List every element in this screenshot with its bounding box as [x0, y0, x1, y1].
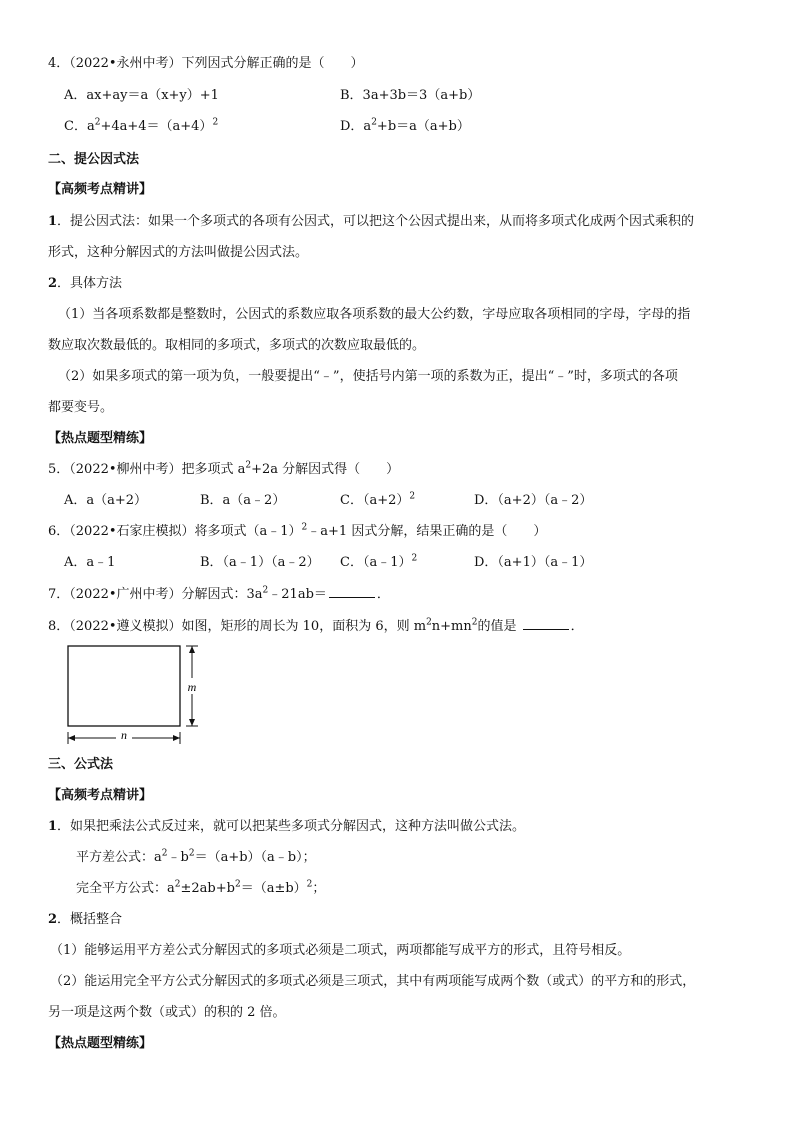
section-3-tag-lecture: 【高频考点精讲】: [48, 788, 153, 803]
q6-option-b: B．（a﹣1）（a﹣2）: [200, 555, 320, 570]
q4-option-c: C．$a^2+4a+4=(a+4)^2$: [64, 117, 219, 134]
difference-of-squares-formula: 平方差公式：$a^2﹣b^2=(a+b)(a﹣b)$；: [76, 848, 316, 865]
rectangle-shape: [68, 646, 180, 726]
section-3-tag-practice: 【热点题型精练】: [48, 1036, 153, 1051]
section-3-para-3: （1）能够运用平方差公式分解因式的多项式必须是二项式，两项都能写成平方的形式，且符号相反。: [50, 943, 631, 958]
q4-option-b: B．3a+3b＝3（a+b）: [340, 88, 481, 103]
n-arrow-right-icon: [173, 735, 180, 741]
section-2-para-4b: 都要变号。: [48, 400, 114, 415]
section-2-tag-practice: 【热点题型精练】: [48, 431, 153, 446]
q4-stem: 4．（2022•永州中考）下列因式分解正确的是（ ）: [48, 56, 364, 71]
q5-option-b: B．a（a﹣2）: [200, 493, 286, 508]
section-3-para-2: 2．概括整合: [48, 912, 123, 927]
m-label: m: [187, 680, 197, 694]
section-2-para-4a: （2）如果多项式的第一项为负，一般要提出“﹣”，使括号内第一项的系数为正，提出“﹣”时，多项式的各项: [58, 369, 678, 384]
section-2-title: 二、提公因式法: [48, 152, 140, 167]
q5-option-d: D．（a+2）（a﹣2）: [474, 493, 593, 508]
section-2-para-1b: 形式，这种分解因式的方法叫做提公因式法。: [48, 245, 309, 260]
section-2-para-3a: （1）当各项系数都是整数时，公因式的系数应取各项系数的最大公约数，字母应取各项相同的字母，字母的指: [58, 307, 691, 322]
n-arrow-left-icon: [68, 735, 75, 741]
n-label: n: [121, 728, 127, 742]
q5-option-a: A．a（a+2）: [64, 493, 148, 508]
section-2-para-1a: 1．提公因式法：如果一个多项式的各项有公因式，可以把这个公因式提出来，从而将多项式化成两个因式乘积的: [48, 214, 695, 229]
q6-option-d: D．（a+1）（a﹣1）: [474, 555, 593, 570]
m-arrow-up-icon: [189, 646, 195, 653]
section-3-para-1: 1．如果把乘法公式反过来，就可以把某些多项式分解因式，这种方法叫做公式法。: [48, 819, 526, 834]
q4-option-d: D．$a^2+b=a(a+b)$: [340, 117, 470, 134]
rectangle-figure: [60, 640, 220, 750]
section-2-para-3b: 数应取次数最低的。取相同的多项式，多项式的次数应取最低的。: [48, 338, 426, 353]
q6-option-c: C．（a﹣1）$^2$: [340, 553, 418, 570]
q6-stem: 6．（2022•石家庄模拟）将多项式（a﹣1）$^2$﹣a+1 因式分解，结果正确的是（ ）: [48, 522, 547, 539]
section-2-para-2: 2．具体方法: [48, 276, 123, 291]
section-3-title: 三、公式法: [48, 757, 114, 772]
m-arrow-down-icon: [189, 719, 195, 726]
q8-stem: 8．（2022•遵义模拟）如图，矩形的周长为 10，面积为 6，则 $m^2n+mn^2$的值是 ．: [48, 617, 584, 634]
section-2-tag-lecture: 【高频考点精讲】: [48, 182, 153, 197]
q7-stem: 7．（2022•广州中考）分解因式：$3a^2﹣21ab=$ ．: [48, 585, 390, 602]
section-3-para-4a: （2）能运用完全平方公式分解因式的多项式必须是三项式，其中有两项能写成两个数（或式）的平方和的形式，: [50, 974, 696, 989]
q4-option-a: A．ax+ay＝a（x+y）+1: [64, 88, 219, 103]
section-3-para-4b: 另一项是这两个数（或式）的积的 2 倍。: [48, 1005, 286, 1020]
q8-answer-blank[interactable]: [523, 617, 569, 630]
q5-stem: 5．（2022•柳州中考）把多项式 $a^2+2a$ 分解因式得（ ）: [48, 460, 400, 477]
q7-answer-blank[interactable]: [329, 585, 375, 598]
q5-option-c: C．$(a+2)^2$: [340, 491, 416, 508]
perfect-square-formula: 完全平方公式：$a^2\pm 2ab+b^2=(a\pm b)^2$；: [76, 879, 326, 896]
q6-option-a: A．a﹣1: [64, 555, 116, 570]
